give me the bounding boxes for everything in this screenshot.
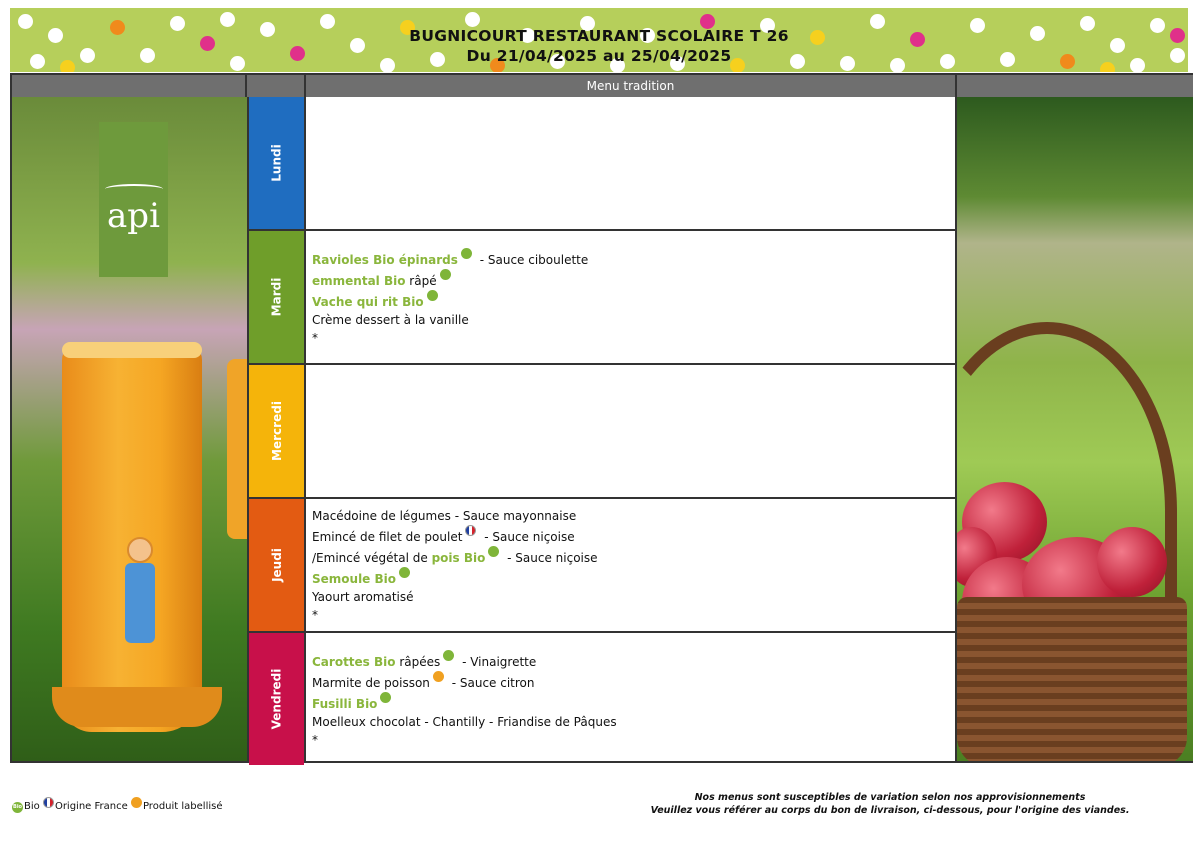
menu-line bbox=[312, 311, 955, 329]
menu-text: emmental Bio bbox=[312, 273, 406, 288]
child-illustration bbox=[117, 537, 162, 667]
bio-badge-icon bbox=[380, 692, 391, 703]
menu-line bbox=[312, 525, 955, 546]
logo-wave-icon bbox=[105, 184, 163, 194]
menu-text: Emincé de filet de poulet bbox=[312, 529, 463, 544]
menu-text: * bbox=[312, 330, 318, 345]
menu-cell-lundi bbox=[306, 97, 955, 231]
menu-line bbox=[312, 650, 955, 671]
bio-badge-icon bbox=[461, 248, 472, 259]
menu-cell-jeudi bbox=[306, 499, 955, 633]
boot-rim bbox=[62, 342, 202, 358]
menu-text: Vache qui rit Bio bbox=[312, 294, 424, 309]
menu-line bbox=[312, 692, 955, 713]
wicker-basket bbox=[957, 597, 1187, 761]
day-label-mardi bbox=[249, 231, 304, 365]
menu-text: - Sauce ciboulette bbox=[475, 252, 589, 267]
polka-dot bbox=[220, 12, 235, 27]
menu-text: Semoule Bio bbox=[312, 571, 397, 586]
bio-badge-icon bbox=[399, 567, 410, 578]
bio-badge-icon: Bio bbox=[12, 802, 23, 813]
menu-text: - Sauce mayonnaise bbox=[450, 508, 577, 523]
polka-dot bbox=[465, 12, 480, 27]
menu-line bbox=[312, 567, 955, 588]
legend bbox=[12, 797, 222, 813]
day-label-jeudi bbox=[249, 499, 304, 633]
boot-photo bbox=[12, 97, 247, 761]
menu-text: - Sauce citron bbox=[447, 675, 535, 690]
menu-text: Carottes Bio bbox=[312, 654, 396, 669]
france-flag-icon bbox=[465, 525, 476, 536]
header-title-block bbox=[10, 26, 1188, 66]
week-dates: Du 21/04/2025 au 25/04/2025 bbox=[466, 47, 732, 65]
day-column bbox=[247, 97, 306, 761]
label-badge-icon bbox=[131, 797, 142, 808]
right-photo-header bbox=[957, 75, 1193, 97]
footer-note bbox=[600, 791, 1180, 817]
second-boot bbox=[227, 359, 247, 539]
menu-line bbox=[312, 507, 955, 525]
menu-line bbox=[312, 588, 955, 606]
footer-note-line1: Nos menus sont susceptibles de variation selon nos approvisionnements bbox=[694, 792, 1086, 803]
menu-line bbox=[312, 546, 955, 567]
boot-sole bbox=[52, 687, 222, 727]
day-name: Lundi bbox=[269, 144, 284, 182]
menu-text: Macédoine de légumes bbox=[312, 508, 451, 523]
bio-badge-icon bbox=[440, 269, 451, 280]
child-overalls bbox=[125, 563, 155, 643]
day-label-lundi bbox=[249, 97, 304, 231]
day-name: Vendredi bbox=[269, 668, 284, 730]
bio-badge-icon bbox=[427, 290, 438, 301]
child-head bbox=[127, 537, 153, 563]
france-flag-icon bbox=[43, 797, 54, 808]
menu-line bbox=[312, 606, 955, 624]
menu-cell-mercredi bbox=[306, 365, 955, 499]
menu-text: râpé bbox=[405, 273, 437, 288]
menu-cell-vendredi bbox=[306, 633, 955, 765]
legend-bio: Bio bbox=[24, 801, 40, 812]
menu-line bbox=[312, 329, 955, 347]
day-label-vendredi bbox=[249, 633, 304, 765]
day-name: Mercredi bbox=[269, 401, 284, 461]
menu-line bbox=[312, 248, 955, 269]
menu-line bbox=[312, 671, 955, 692]
menu-text: pois Bio bbox=[431, 550, 486, 565]
menu-text: Yaourt aromatisé bbox=[312, 589, 414, 604]
day-label-mercredi bbox=[249, 365, 304, 499]
menu-text: - Vinaigrette bbox=[458, 654, 537, 669]
footer-note-line2: Veuillez vous référer au corps du bon de livraison, ci-dessous, pour l'origine des viandes. bbox=[650, 805, 1130, 816]
menu-text: - Sauce niçoise bbox=[480, 529, 575, 544]
menu-line bbox=[312, 290, 955, 311]
menu-text: Ravioles Bio épinards bbox=[312, 252, 458, 267]
day-name: Jeudi bbox=[269, 548, 284, 582]
bio-badge-icon bbox=[443, 650, 454, 661]
menu-line bbox=[312, 713, 955, 731]
left-photo-header bbox=[12, 75, 247, 97]
api-logo bbox=[99, 122, 168, 277]
menu-text: * bbox=[312, 607, 318, 622]
menu-text: Crème dessert à la vanille bbox=[312, 312, 469, 327]
menu-text: /Emincé végétal de bbox=[312, 550, 432, 565]
apple-basket-photo bbox=[957, 97, 1193, 761]
menu-text: * bbox=[312, 732, 318, 747]
legend-label: Produit labellisé bbox=[142, 801, 223, 812]
menu-cell-mardi bbox=[306, 231, 955, 365]
menu-text: Moelleux chocolat - Chantilly - Friandise de Pâques bbox=[312, 714, 617, 729]
day-column-header bbox=[247, 75, 306, 97]
apple bbox=[1097, 527, 1167, 597]
legend-origine: Origine France bbox=[54, 801, 128, 812]
menu-column-header: Menu tradition bbox=[306, 75, 957, 97]
restaurant-title: BUGNICOURT RESTAURANT SCOLAIRE T 26 bbox=[409, 27, 789, 45]
menu-text: Marmite de poisson bbox=[312, 675, 430, 690]
menu-text: - Sauce niçoise bbox=[503, 550, 598, 565]
header-banner bbox=[10, 8, 1188, 72]
day-name: Mardi bbox=[269, 277, 284, 317]
logo-text: api bbox=[107, 196, 160, 236]
menu-text: Fusilli Bio bbox=[312, 696, 378, 711]
menu-line bbox=[312, 731, 955, 749]
menu-table bbox=[10, 73, 1193, 763]
bio-badge-icon bbox=[488, 546, 499, 557]
menu-text: râpées bbox=[395, 654, 441, 669]
menu-line bbox=[312, 269, 955, 290]
label-badge-icon bbox=[433, 671, 444, 682]
menu-column bbox=[306, 97, 957, 761]
